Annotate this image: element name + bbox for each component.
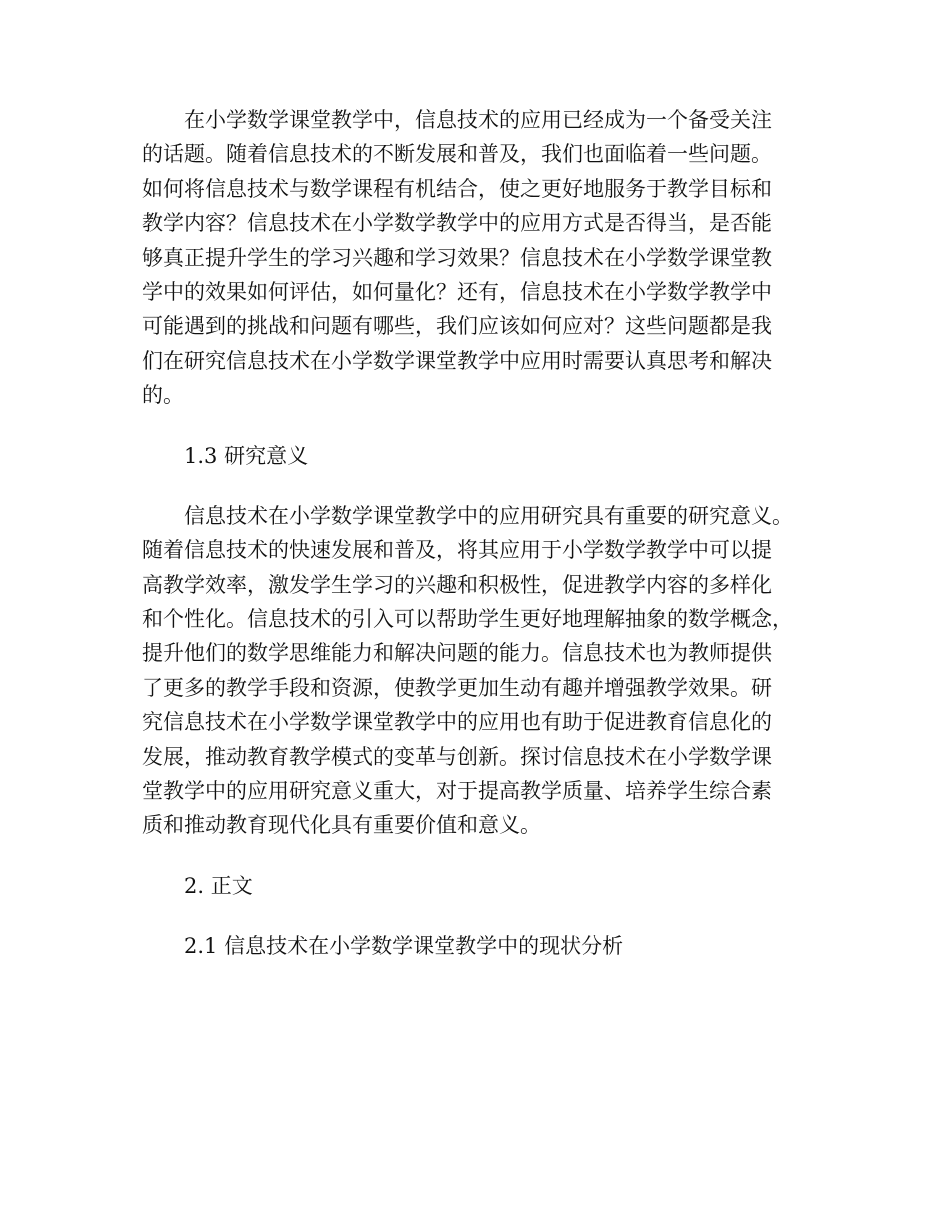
section-gap: [142, 413, 832, 439]
paragraph-line: 学中的效果如何评估，如何量化？还有，信息技术在小学数学教学中: [142, 279, 772, 304]
paragraph-line: 在小学数学课堂教学中，信息技术的应用已经成为一个备受关注: [184, 108, 772, 132]
paragraph-significance: [142, 499, 832, 843]
paragraph-challenges: [142, 103, 832, 413]
paragraph-line: 信息技术在小学数学课堂教学中的应用研究具有重要的研究意义。: [184, 503, 793, 528]
section-gap: [142, 903, 832, 929]
paragraph-line: 教学内容？信息技术在小学数学教学中的应用方式是否得当，是否能: [142, 211, 772, 236]
section-heading-1-3: 1.3 研究意义: [184, 443, 309, 468]
section-heading-2: 2. 正文: [184, 873, 253, 898]
paragraph-line: 随着信息技术的快速发展和普及，将其应用于小学数学教学中可以提: [142, 538, 772, 563]
paragraph-line: 的话题。随着信息技术的不断发展和普及，我们也面临着一些问题。: [142, 142, 772, 167]
paragraph-line: 高教学效率，激发学生学习的兴趣和积极性，促进教学内容的多样化: [142, 572, 772, 597]
paragraph-line: 堂教学中的应用研究意义重大，对于提高教学质量、培养学生综合素: [142, 779, 772, 804]
paragraph-line: 了更多的教学手段和资源，使教学更加生动有趣并增强教学效果。研: [142, 675, 772, 700]
document-body: [142, 103, 832, 964]
paragraph-line: 质和推动教育现代化具有重要价值和意义。: [142, 813, 541, 838]
paragraph-line: 如何将信息技术与数学课程有机结合，使之更好地服务于教学目标和: [142, 176, 772, 201]
section-gap: [142, 843, 832, 869]
section-gap: [142, 473, 832, 499]
paragraph-line: 可能遇到的挑战和问题有哪些，我们应该如何应对？这些问题都是我: [142, 314, 772, 339]
paragraph-line: 发展，推动教育教学模式的变革与创新。探讨信息技术在小学数学课: [142, 744, 772, 769]
paragraph-line: 究信息技术在小学数学课堂教学中的应用也有助于促进教育信息化的: [142, 710, 772, 735]
paragraph-line: 的。: [142, 383, 184, 408]
paragraph-line: 提升他们的数学思维能力和解决问题的能力。信息技术也为教师提供: [142, 641, 772, 666]
paragraph-line: 们在研究信息技术在小学数学课堂教学中应用时需要认真思考和解决: [142, 348, 772, 373]
paragraph-line: 够真正提升学生的学习兴趣和学习效果？信息技术在小学数学课堂教: [142, 245, 772, 270]
section-heading-2-1: 2.1 信息技术在小学数学课堂教学中的现状分析: [184, 934, 624, 959]
paragraph-line: 和个性化。信息技术的引入可以帮助学生更好地理解抽象的数学概念，: [142, 607, 793, 632]
